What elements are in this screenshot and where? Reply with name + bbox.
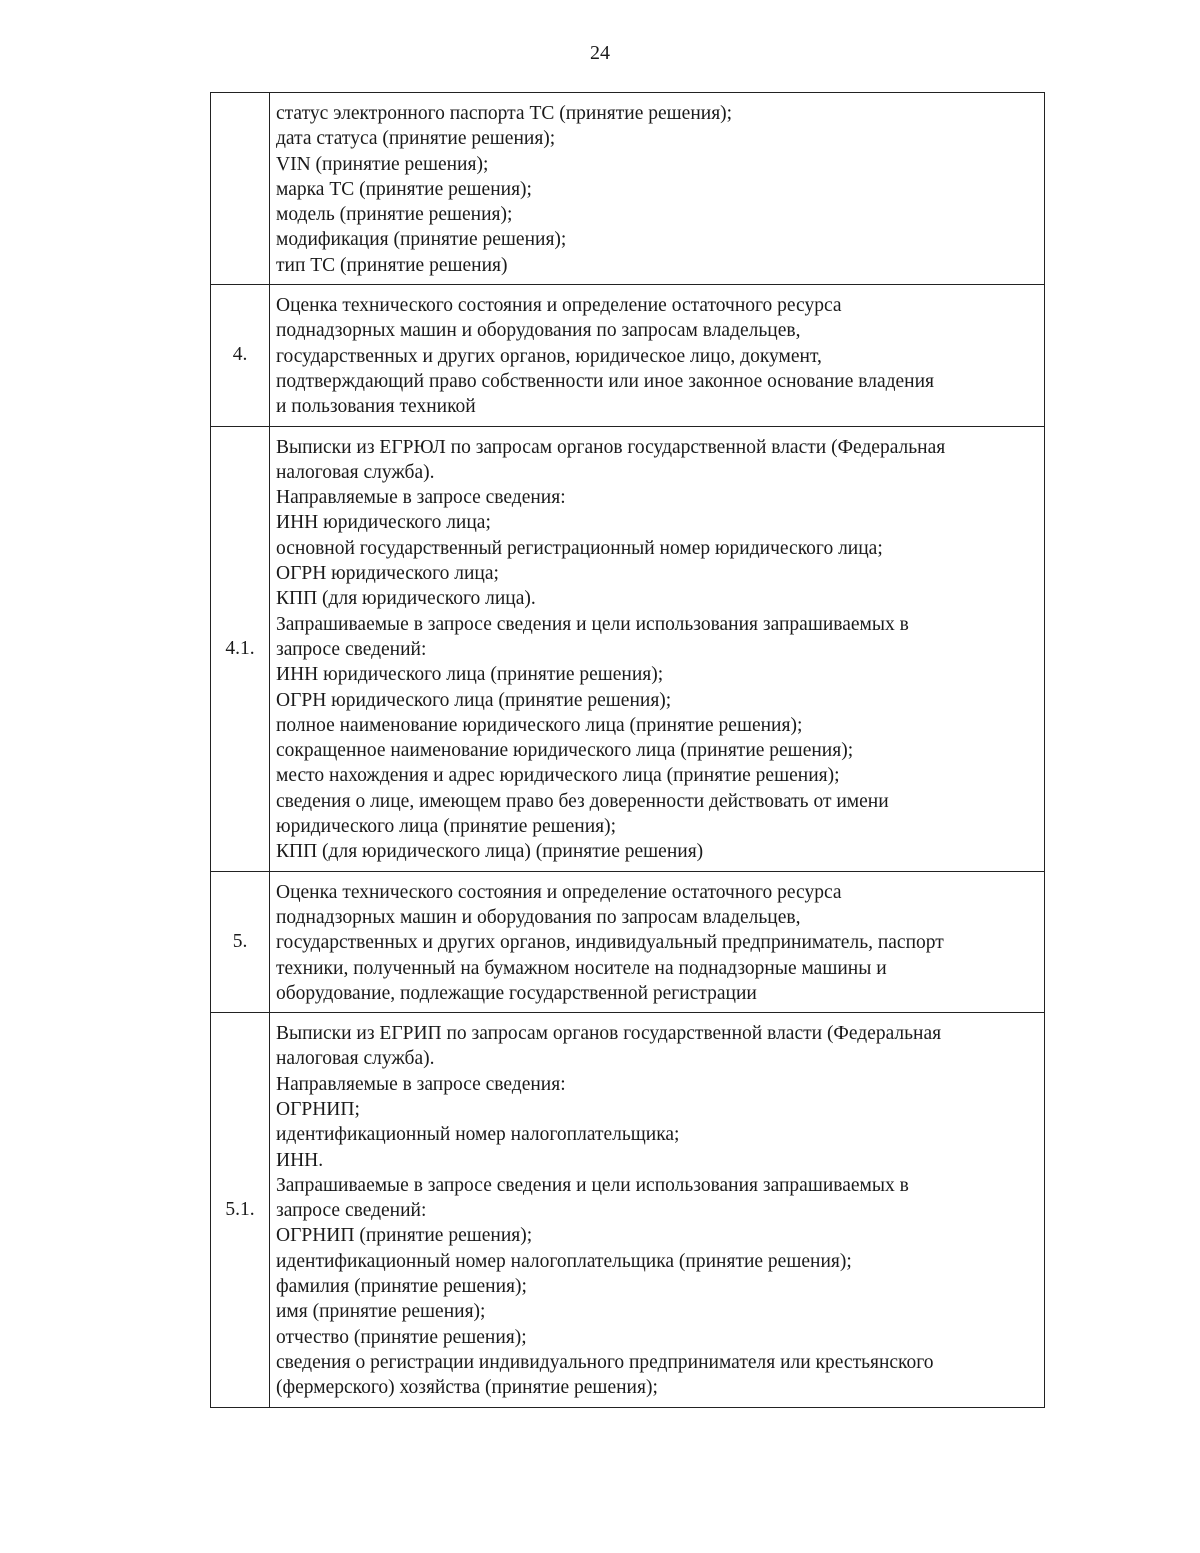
content-line: идентификационный номер налогоплательщика;	[276, 1124, 680, 1146]
content-line: Оценка технического состояния и определение остаточного ресурса	[276, 881, 842, 903]
content-line: модель (принятие решения);	[276, 204, 513, 226]
content-line: ОГРНИП (принятие решения);	[276, 1225, 533, 1247]
content-line: налоговая служба).	[276, 461, 435, 483]
table-row	[211, 871, 1045, 1012]
content-line: Запрашиваемые в запросе сведения и цели использования запрашиваемых в	[276, 613, 909, 635]
content-line: имя (принятие решения);	[276, 1301, 486, 1323]
content-line: ОГРНИП;	[276, 1098, 360, 1120]
table-row	[211, 93, 1045, 285]
content-line: Выписки из ЕГРЮЛ по запросам органов государственной власти (Федеральная	[276, 436, 946, 458]
row-number: 5.	[211, 871, 270, 1012]
row-number: 5.1.	[211, 1013, 270, 1407]
content-line: отчество (принятие решения);	[276, 1326, 527, 1348]
content-line: юридического лица (принятие решения);	[276, 816, 617, 838]
content-line: полное наименование юридического лица (принятие решения);	[276, 714, 803, 736]
content-line: идентификационный номер налогоплательщика (принятие решения);	[276, 1250, 852, 1272]
row-content	[270, 1013, 1045, 1407]
content-line: фамилия (принятие решения);	[276, 1276, 527, 1298]
row-number: 4.	[211, 285, 270, 426]
row-content	[270, 93, 1045, 285]
content-line: государственных и других органов, юридическое лицо, документ,	[276, 345, 822, 367]
content-line: сведения о регистрации индивидуального предпринимателя или крестьянского	[276, 1351, 934, 1373]
row-content	[270, 285, 1045, 426]
content-line: государственных и других органов, индивидуальный предприниматель, паспорт	[276, 932, 944, 954]
content-line: Выписки из ЕГРИП по запросам органов государственной власти (Федеральная	[276, 1023, 942, 1045]
requirements-table	[210, 92, 1045, 1408]
content-line: VIN (принятие решения);	[276, 153, 489, 175]
content-line: ИНН.	[276, 1149, 324, 1171]
content-line: Направляемые в запросе сведения:	[276, 1073, 566, 1095]
content-line: ОГРН юридического лица (принятие решения);	[276, 689, 672, 711]
content-line: оборудование, подлежащие государственной регистрации	[276, 982, 757, 1004]
content-line: техники, полученный на бумажном носителе на поднадзорные машины и	[276, 957, 887, 979]
content-line: модификация (принятие решения);	[276, 229, 567, 251]
row-number: 4.1.	[211, 426, 270, 871]
content-line: сокращенное наименование юридического лица (принятие решения);	[276, 740, 854, 762]
content-line: сведения о лице, имеющем право без доверенности действовать от имени	[276, 790, 889, 812]
row-number	[211, 93, 270, 285]
content-line: поднадзорных машин и оборудования по запросам владельцев,	[276, 320, 801, 342]
content-line: основной государственный регистрационный номер юридического лица;	[276, 537, 883, 559]
content-line: КПП (для юридического лица) (принятие решения)	[276, 841, 704, 863]
content-line: КПП (для юридического лица).	[276, 588, 536, 610]
content-line: ИНН юридического лица (принятие решения);	[276, 664, 664, 686]
content-line: ИНН юридического лица;	[276, 512, 491, 534]
page-number: 24	[590, 42, 610, 64]
content-line: Запрашиваемые в запросе сведения и цели использования запрашиваемых в	[276, 1174, 909, 1196]
table-row	[211, 285, 1045, 426]
content-line: статус электронного паспорта ТС (принятие решения);	[276, 103, 733, 124]
content-line: Направляемые в запросе сведения:	[276, 487, 566, 509]
row-content	[270, 871, 1045, 1012]
table-row	[211, 1013, 1045, 1407]
content-line: ОГРН юридического лица;	[276, 563, 499, 585]
content-line: марка ТС (принятие решения);	[276, 178, 532, 200]
content-line: запросе сведений:	[276, 638, 427, 660]
content-line: дата статуса (принятие решения);	[276, 128, 556, 150]
table-row	[211, 426, 1045, 871]
content-line: тип ТС (принятие решения)	[276, 254, 508, 276]
content-line: запросе сведений:	[276, 1200, 427, 1222]
content-line: и пользования техникой	[276, 396, 476, 418]
content-line: место нахождения и адрес юридического лица (принятие решения);	[276, 765, 840, 787]
content-line: (фермерского) хозяйства (принятие решения);	[276, 1377, 658, 1399]
row-content	[270, 426, 1045, 871]
content-line: налоговая служба).	[276, 1048, 435, 1070]
table-body	[211, 93, 1045, 1408]
content-line: Оценка технического состояния и определение остаточного ресурса	[276, 295, 842, 317]
content-line: подтверждающий право собственности или иное законное основание владения	[276, 370, 935, 392]
content-line: поднадзорных машин и оборудования по запросам владельцев,	[276, 906, 801, 928]
